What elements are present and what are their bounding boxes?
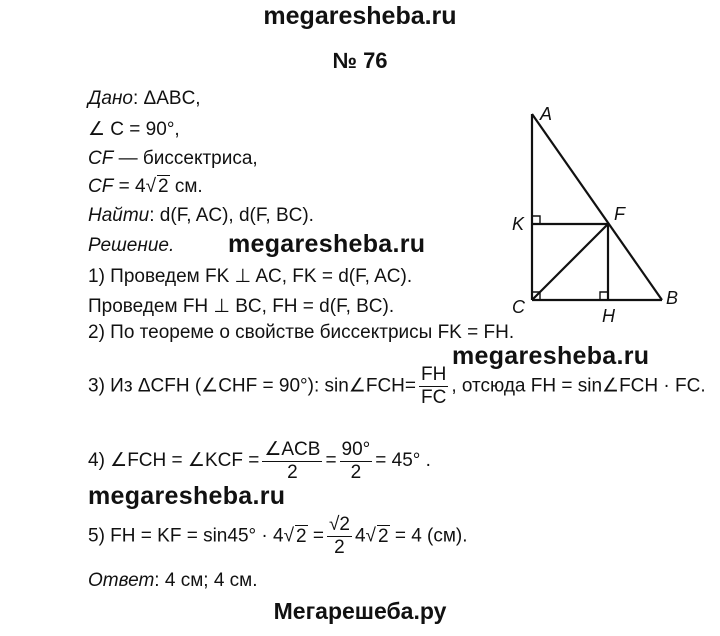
point-f-label: F <box>614 204 625 224</box>
vertex-c-label: C <box>512 297 525 317</box>
right-angle-h <box>600 292 608 300</box>
step-1b: Проведем FH ⊥ BC, FH = d(F, BC). <box>88 296 395 317</box>
vertex-a-label: A <box>540 104 553 124</box>
answer-label: Ответ <box>88 570 155 591</box>
point-h-label: H <box>602 306 615 325</box>
side-ab <box>532 114 662 300</box>
site-header: megaresheba.ru <box>263 2 457 30</box>
right-angle-k <box>532 216 540 224</box>
fraction-90-2: $\frac{90^\circ}{2}$ <box>341 438 371 483</box>
watermark-1: megaresheba.ru <box>228 230 426 258</box>
triangle-figure <box>490 100 690 325</box>
step-5: 5) FH = KF = sin45° · 4√ 2 = $\frac{√2}{2}$ 4√ 2 = 4 (см). <box>88 514 468 558</box>
fraction-sqrt2-2: $\frac{√2}{2}$ <box>328 514 350 558</box>
step-1: 1) Проведем FK ⊥ AC, FK = d(F, AC). <box>88 266 413 287</box>
bisector-cf <box>532 224 608 300</box>
step-3: 3) Из ΔCFH (∠CHF = 90°): sin∠FCH= $\frac{FH}{FC}$ , отсюда FH = sin∠FCH · FC. <box>88 364 706 408</box>
given-triangle: : ΔABC, <box>132 88 201 109</box>
vertex-b-label: B <box>666 288 679 308</box>
find-line: Найти: d(F, AC), d(F, BC). <box>88 205 314 226</box>
given-length: CF = 4√ 2 см. <box>88 176 203 197</box>
answer-line: Ответ: 4 см; 4 см. <box>88 570 258 591</box>
find-label: Найти <box>88 205 150 226</box>
given-label: Дано <box>88 88 133 109</box>
watermark-2: megaresheba.ru <box>452 342 650 370</box>
fraction-fh-fc: $\frac{FH}{FC}$ <box>420 364 447 408</box>
step-2: 2) По теореме о свойстве биссектрисы FK = FH. <box>88 322 515 343</box>
given-angle: ∠ C = 90°, <box>88 119 180 140</box>
given-line-1 <box>88 88 201 110</box>
footer-brand: Мегарешеба.ру <box>273 598 447 624</box>
fraction-acb-2: $\frac{\text{∠ACB}}{2}$ <box>264 439 321 483</box>
problem-number: № 76 <box>332 48 388 73</box>
point-k-label: K <box>512 214 525 234</box>
step-4: 4) ∠FCH = ∠KCF = $\frac{\text{∠ACB}}{2}$ = $\frac{90^\circ}{2}$ = 45° . <box>88 438 431 483</box>
solution-label: Решение. <box>88 235 175 256</box>
watermark-3: megaresheba.ru <box>88 482 286 510</box>
given-bisector: CF — биссектриса, <box>88 148 258 169</box>
